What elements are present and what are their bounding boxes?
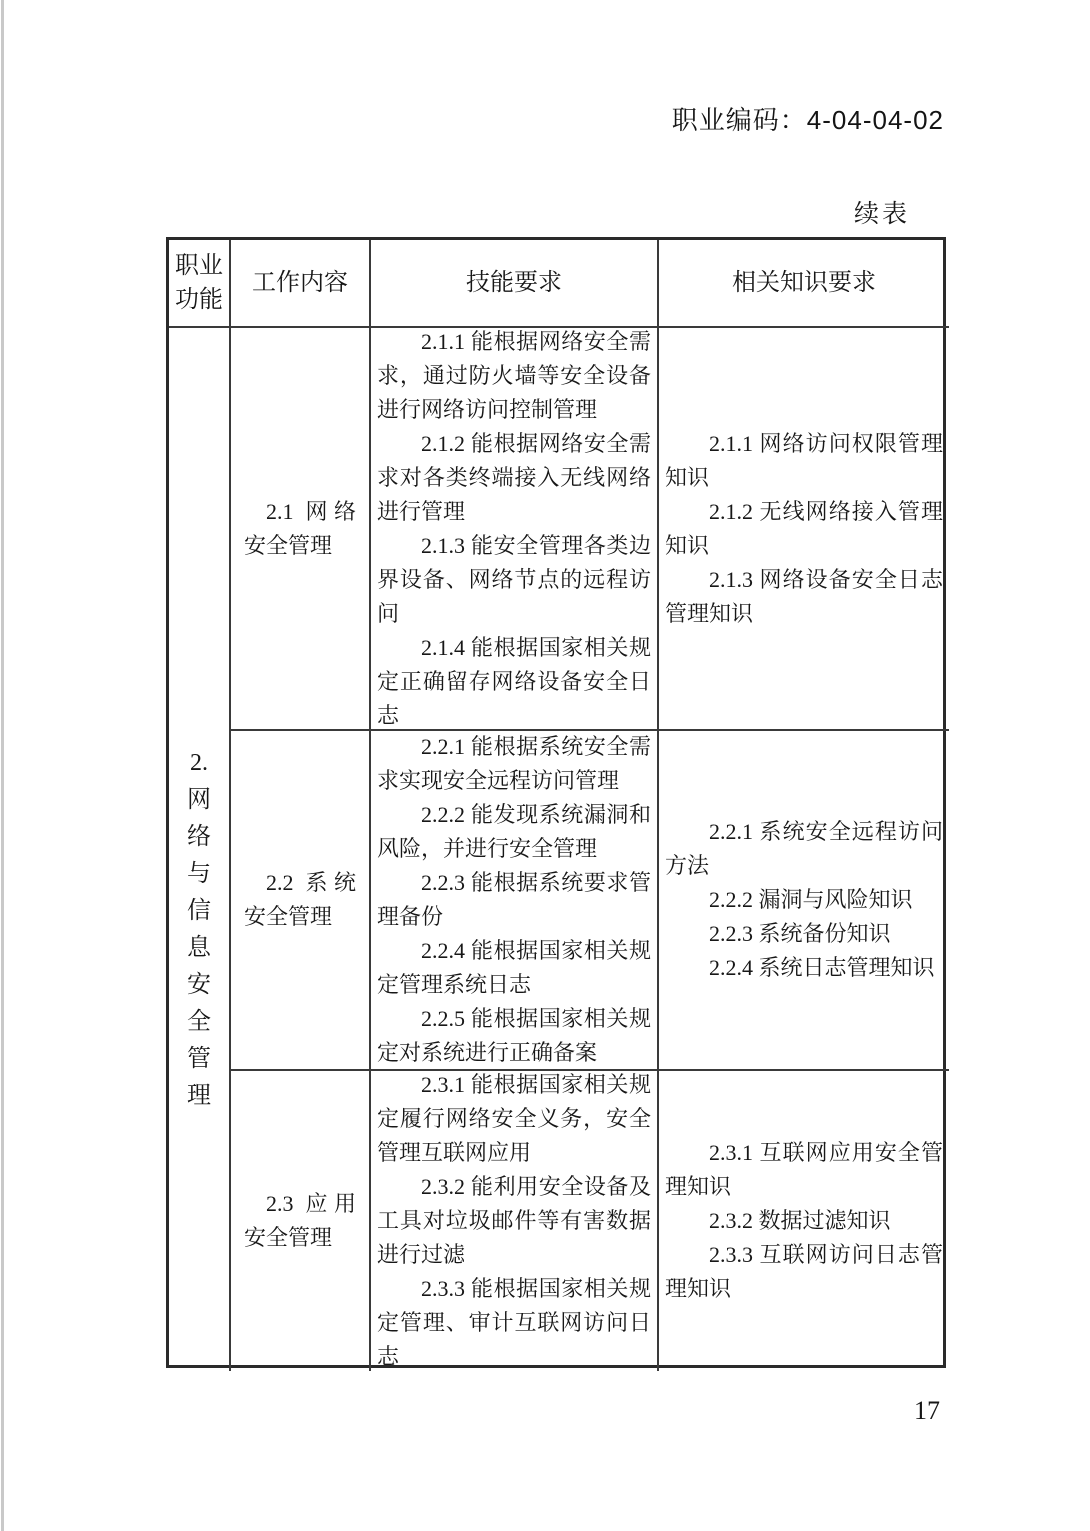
requirement-paragraph: 2.1.2 无线网络接入管理知识 <box>665 498 943 558</box>
header-cell-work-content <box>231 240 371 328</box>
header-cell-occupational-function <box>169 240 231 328</box>
requirement-paragraph: 2.2.1 系统安全远程访问方法 <box>665 819 943 878</box>
header-label: 技能要求 <box>466 270 562 296</box>
requirement-paragraph: 2.3.1 互联网应用安全管理知识 <box>665 1140 943 1199</box>
occupational-standard-table <box>166 237 946 1368</box>
knowledge-requirements-cell-network-security <box>659 328 949 731</box>
requirement-paragraph: 2.1.4 能根据国家相关规定正确留存网络设备安全日志 <box>377 634 651 728</box>
skill-requirements-cell-system-security <box>371 731 659 1071</box>
page-number: 17 <box>914 1396 940 1425</box>
requirement-paragraph: 2.2.4 能根据国家相关规定管理系统日志 <box>377 938 651 997</box>
work-content-cell-application-security <box>231 1071 371 1371</box>
work-content-cell-network-security <box>231 328 371 731</box>
continued-table-label: 续表 <box>853 201 910 228</box>
header-label: 工作内容 <box>252 270 348 296</box>
skill-requirements-cell-application-security <box>371 1071 659 1371</box>
requirement-paragraph: 2.2.1 能根据系统安全需求实现安全远程访问管理 <box>377 734 651 793</box>
requirement-paragraph: 2.1.2 能根据网络安全需求对各类终端接入无线网络进行管理 <box>377 430 651 524</box>
header-label: 相关知识要求 <box>732 270 876 296</box>
occupation-code: 职业编码：4-04-04-02 <box>671 105 944 135</box>
requirement-paragraph: 2.2.5 能根据国家相关规定对系统进行正确备案 <box>377 1006 651 1065</box>
scan-edge-line <box>1 0 4 1531</box>
header-label: 职业功能 <box>175 253 223 313</box>
requirement-paragraph: 2.3.2 数据过滤知识 <box>709 1208 891 1233</box>
requirement-paragraph: 2.3.2 能利用安全设备及工具对垃圾邮件等有害数据进行过滤 <box>377 1174 651 1267</box>
work-content-cell-system-security <box>231 731 371 1071</box>
requirement-paragraph: 2.2.3 系统备份知识 <box>709 921 891 946</box>
occupational-function-cell <box>169 328 231 1371</box>
work-content-label: 2.1 网络安全管理 <box>244 498 356 558</box>
work-content-label: 2.3 应用安全管理 <box>244 1191 356 1250</box>
skill-requirements-cell-network-security <box>371 328 659 731</box>
requirement-paragraph: 2.2.2 漏洞与风险知识 <box>709 887 913 912</box>
knowledge-requirements-cell-system-security <box>659 731 949 1071</box>
requirement-paragraph: 2.1.1 网络访问权限管理知识 <box>665 430 943 490</box>
requirement-paragraph: 2.1.3 能安全管理各类边界设备、网络节点的远程访问 <box>377 532 651 626</box>
work-content-label: 2.2 系统安全管理 <box>244 870 356 929</box>
requirement-paragraph: 2.1.3 网络设备安全日志管理知识 <box>665 566 943 626</box>
header-cell-knowledge-requirements <box>659 240 949 328</box>
requirement-paragraph: 2.2.2 能发现系统漏洞和风险，并进行安全管理 <box>377 802 651 861</box>
requirement-paragraph: 2.3.1 能根据国家相关规定履行网络安全义务，安全管理互联网应用 <box>377 1072 651 1165</box>
header-cell-skill-requirements <box>371 240 659 328</box>
requirement-paragraph: 2.3.3 能根据国家相关规定管理、审计互联网访问日志 <box>377 1276 651 1369</box>
occupational-function-label: 2. 网络与信息安全管理 <box>186 749 211 1109</box>
requirement-paragraph: 2.1.1 能根据网络安全需求，通过防火墙等安全设备进行网络访问控制管理 <box>377 328 651 422</box>
requirement-paragraph: 2.3.3 互联网访问日志管理知识 <box>665 1242 943 1301</box>
requirement-paragraph: 2.2.3 能根据系统要求管理备份 <box>377 870 651 929</box>
requirement-paragraph: 2.2.4 系统日志管理知识 <box>709 955 935 980</box>
knowledge-requirements-cell-application-security <box>659 1071 949 1371</box>
